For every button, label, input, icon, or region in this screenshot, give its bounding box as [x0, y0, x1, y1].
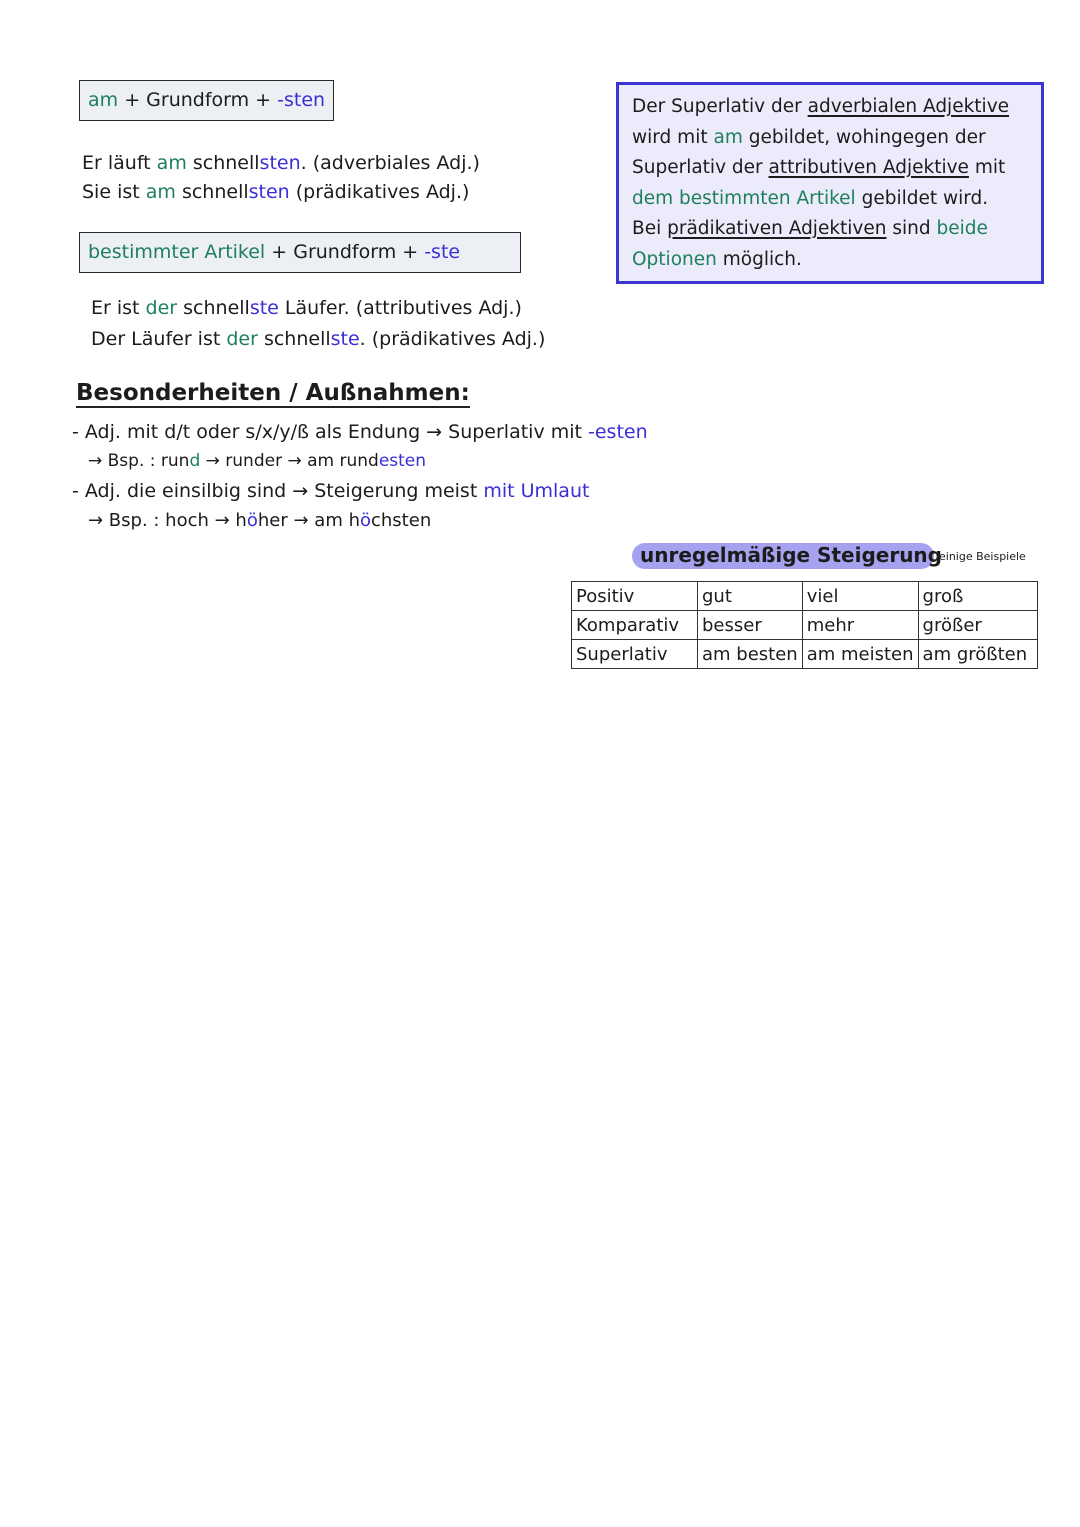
- table-cell: viel: [802, 582, 918, 611]
- rule-grundform: + Grundform +: [265, 241, 425, 263]
- example-attributive: [91, 297, 522, 319]
- text: - Adj. die einsilbig sind → Steigerung meist: [72, 480, 484, 502]
- text-underlined: prädikativen Adjektiven: [667, 218, 887, 239]
- table-cell: besser: [698, 611, 803, 640]
- text-umlaut: ö: [359, 510, 371, 531]
- text-am: am: [713, 126, 743, 148]
- text: her → am h: [257, 510, 360, 531]
- text: mit: [968, 157, 1006, 178]
- table-cell: am größten: [918, 640, 1037, 669]
- superlative-info-box: [616, 82, 1044, 284]
- text: → runder → am rund: [200, 451, 379, 471]
- rule-box-article-ste: [79, 232, 521, 273]
- text: Der Läufer ist: [91, 328, 227, 350]
- text: Superlativ der: [632, 157, 769, 178]
- text: schnell: [257, 328, 331, 350]
- text-note: Läufer. (attributives Adj.): [278, 297, 522, 319]
- text-suffix: esten: [378, 451, 427, 471]
- text-underlined: attributiven Adjektive: [768, 157, 969, 178]
- examples-note: einige Beispiele: [939, 550, 1026, 563]
- table-row: [572, 611, 1038, 640]
- rule-grundform: + Grundform +: [118, 89, 278, 111]
- rule-am: am: [88, 89, 119, 111]
- text: sind: [886, 218, 937, 239]
- text: möglich.: [716, 248, 802, 270]
- text-article: der: [145, 297, 178, 319]
- exception-item-2: [72, 480, 589, 502]
- text: schnell: [175, 181, 249, 203]
- text-highlight: beide: [936, 218, 988, 239]
- text: → Bsp. : run: [88, 451, 190, 471]
- text: wird mit: [632, 126, 714, 148]
- table-cell: mehr: [802, 611, 918, 640]
- text: chsten: [371, 510, 432, 531]
- text: Er läuft: [82, 152, 157, 174]
- rule-suffix: -sten: [277, 89, 326, 111]
- table-cell: Superlativ: [572, 640, 698, 669]
- text-highlight: d: [189, 451, 201, 471]
- exception-item-1: [72, 421, 648, 443]
- exceptions-heading: Besonderheiten / Außnahmen:: [76, 380, 470, 408]
- exception-item-1-example: [88, 451, 426, 471]
- text: schnell: [177, 297, 250, 319]
- text: schnell: [186, 152, 260, 174]
- text: gebildet wird.: [855, 187, 989, 209]
- text: Bei: [632, 218, 668, 239]
- rule-box-am-sten: [79, 80, 334, 121]
- irregular-title: unregelmäßige Steigerung: [640, 543, 942, 567]
- text-umlaut: ö: [246, 510, 258, 531]
- text-highlight: mit Umlaut: [483, 480, 590, 502]
- text-am: am: [156, 152, 187, 174]
- text-article: der: [226, 328, 258, 350]
- table-cell: Positiv: [572, 582, 698, 611]
- text-suffix: ste: [249, 297, 279, 319]
- text-suffix: sten: [259, 152, 301, 174]
- table-cell: Komparativ: [572, 611, 698, 640]
- table-row: [572, 582, 1038, 611]
- text-note: . (adverbiales Adj.): [300, 152, 480, 174]
- text: Er ist: [91, 297, 146, 319]
- table-cell: gut: [698, 582, 803, 611]
- text-suffix: sten: [248, 181, 290, 203]
- text-suffix: ste: [330, 328, 360, 350]
- text: gebildet, wohingegen der: [742, 126, 986, 148]
- text: - Adj. mit d/t oder s/x/y/ß als Endung → Superlativ mit: [72, 421, 589, 443]
- table-cell: am besten: [698, 640, 803, 669]
- example-predicative-2: [91, 328, 545, 350]
- text-note: . (prädikatives Adj.): [359, 328, 546, 350]
- text-note: (prädikatives Adj.): [289, 181, 470, 203]
- text-am: am: [145, 181, 176, 203]
- table-cell: groß: [918, 582, 1037, 611]
- table-cell: größer: [918, 611, 1037, 640]
- text-article: dem bestimmten Artikel: [632, 187, 856, 209]
- text: Der Superlativ der: [632, 96, 808, 117]
- irregular-table: [571, 581, 1038, 669]
- table-row: [572, 640, 1038, 669]
- example-predicative-1: [82, 181, 469, 203]
- text-suffix: -esten: [588, 421, 648, 443]
- text: Sie ist: [82, 181, 146, 203]
- example-adverbial: [82, 152, 480, 174]
- exception-item-2-example: [88, 510, 431, 531]
- rule-article: bestimmter Artikel: [88, 241, 266, 263]
- table-cell: am meisten: [802, 640, 918, 669]
- text: → Bsp. : hoch → h: [88, 510, 247, 531]
- text-highlight: Optionen: [632, 248, 717, 270]
- rule-suffix: -ste: [424, 241, 461, 263]
- text-underlined: adverbialen Adjektive: [807, 96, 1010, 117]
